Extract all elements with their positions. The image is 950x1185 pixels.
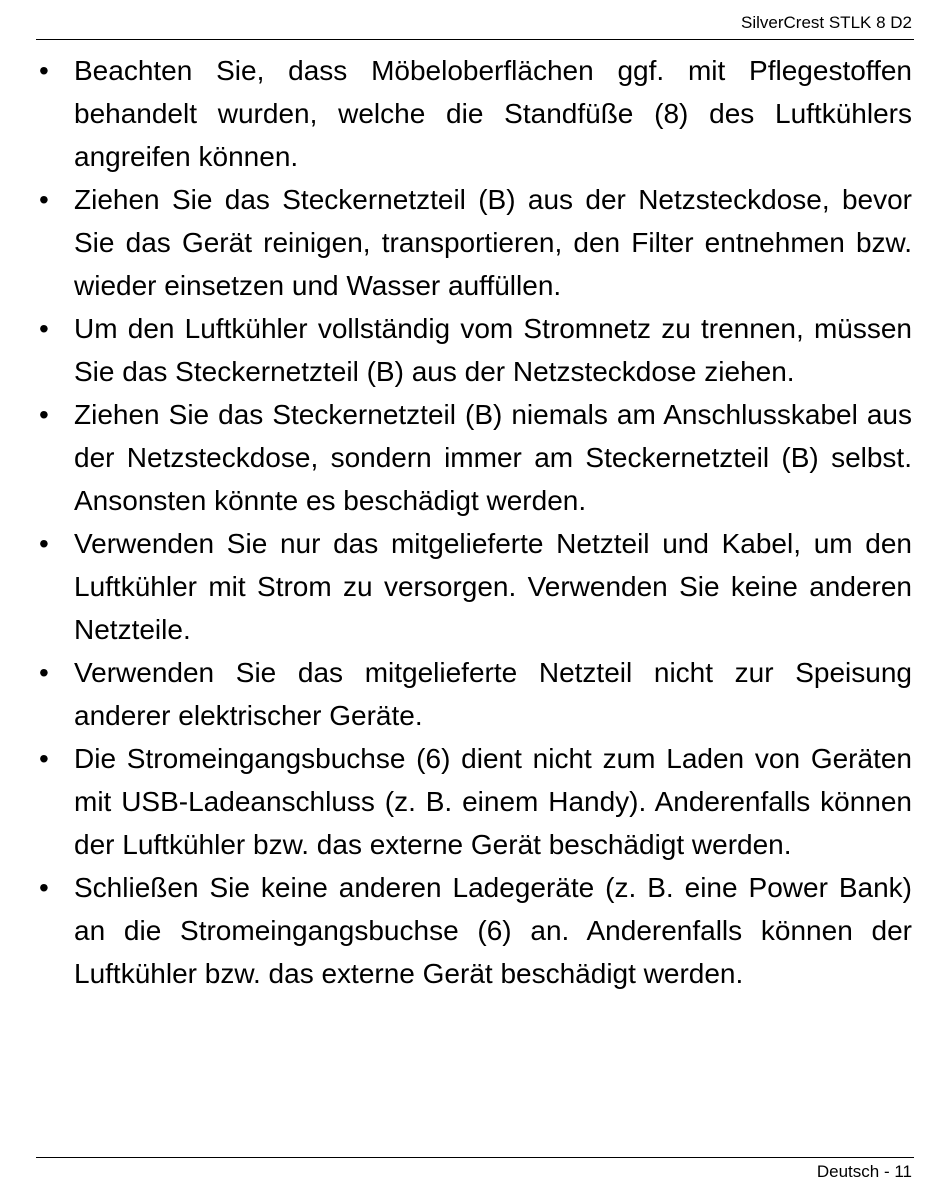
header-divider [36,39,914,40]
list-item [36,866,912,995]
list-item-text: Schließen Sie keine anderen Ladegeräte (z. B. eine Power Bank) an die Stromeingangsbuchse (6) an. Anderenfalls können der Luftkühler bzw. das externe Gerät beschädigt werden. [74,872,912,989]
bullet-icon: • [39,657,49,688]
list-item-text: Ziehen Sie das Steckernetzteil (B) niemals am Anschlusskabel aus der Netzsteckdose, sondern immer am Steckernetzteil (B) selbst. Ansonsten könnte es beschädigt werden. [74,399,912,516]
list-item [36,307,912,393]
list-item-text: Um den Luftkühler vollständig vom Stromnetz zu trennen, müssen Sie das Steckernetzteil (B) aus der Netzsteckdose ziehen. [74,313,912,387]
list-item-text: Verwenden Sie nur das mitgelieferte Netzteil und Kabel, um den Luftkühler mit Strom zu versorgen. Verwenden Sie keine anderen Netzteile. [74,528,912,645]
list-item [36,178,912,307]
bullet-icon: • [39,184,49,215]
running-header: SilverCrest STLK 8 D2 [741,13,912,32]
list-item-text: Die Stromeingangsbuchse (6) dient nicht zum Laden von Geräten mit USB-Ladeanschluss (z. B. einem Handy). Anderenfalls können der Luftkühler bzw. das externe Gerät beschädigt werden. [74,743,912,860]
safety-bullet-list [36,49,912,995]
bullet-icon: • [39,872,49,903]
list-item-text: Verwenden Sie das mitgelieferte Netzteil nicht zur Speisung anderer elektrischer Geräte. [74,657,912,731]
list-item [36,49,912,178]
page-number: Deutsch - 11 [816,1162,912,1181]
list-item [36,522,912,651]
bullet-icon: • [39,399,49,430]
list-item-text: Ziehen Sie das Steckernetzteil (B) aus der Netzsteckdose, bevor Sie das Gerät reinigen, transportieren, den Filter entnehmen bzw. wieder einsetzen und Wasser auffüllen. [74,184,912,301]
bullet-icon: • [39,528,49,559]
list-item-text: Beachten Sie, dass Möbeloberflächen ggf. mit Pflegestoffen behandelt wurden, welche die Standfüße (8) des Luftkühlers angreifen können. [74,55,912,172]
footer-divider [36,1157,914,1158]
bullet-icon: • [39,313,49,344]
list-item [36,393,912,522]
list-item [36,737,912,866]
bullet-icon: • [39,743,49,774]
bullet-icon: • [39,55,49,86]
list-item [36,651,912,737]
